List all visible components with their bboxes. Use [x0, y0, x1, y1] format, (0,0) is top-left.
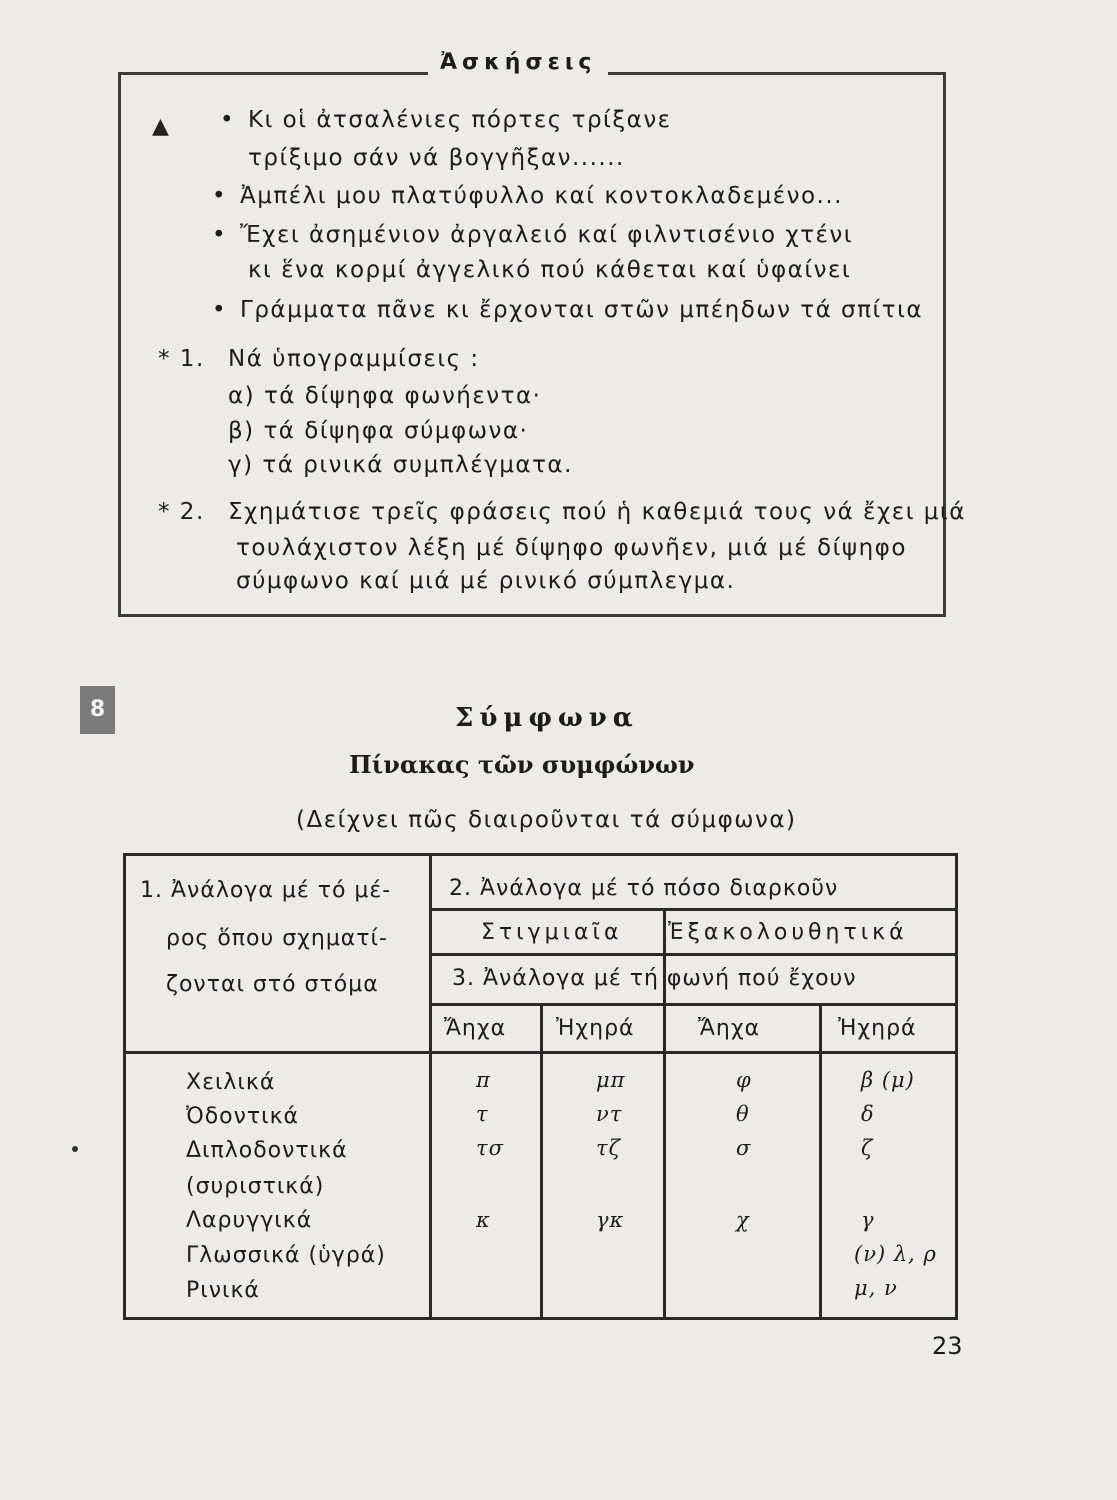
poem-line: τρίξιμο σάν νά βογγῆξαν......	[248, 145, 625, 171]
row-label: Χειλικά	[186, 1070, 276, 1095]
print-mark	[72, 1146, 78, 1152]
row-label: Λαρυγγικά	[186, 1208, 313, 1233]
task2-line: σύμφωνο καί μιά μέ ρινικό σύμπλεγμα.	[236, 568, 736, 594]
table-title: Πίνακας τῶν συμφώνων	[349, 750, 695, 779]
consonant-symbol: ζ	[861, 1136, 874, 1160]
task1-item: α) τά δίψηφα φωνήεντα·	[228, 383, 542, 409]
header-continuous: Ἐξακολουθητικά	[668, 920, 908, 945]
table-divider	[429, 953, 955, 956]
task1-label: * 1.	[158, 346, 205, 372]
row-label: Ὀδοντικά	[186, 1104, 300, 1129]
consonant-symbol: β (μ)	[861, 1068, 915, 1092]
task2-line: Σχημάτισε τρεῖς φράσεις πού ἡ καθεμιά τους νά ἔχει μιά	[228, 499, 966, 525]
task1-item: β) τά δίψηφα σύμφωνα·	[228, 418, 529, 444]
consonant-symbol: γκ	[596, 1208, 625, 1232]
section-title: Σύμφωνα	[455, 703, 639, 733]
col-voiceless: Ἄηχα	[698, 1016, 761, 1041]
col-voiceless: Ἄηχα	[444, 1016, 507, 1041]
consonant-symbol: τσ	[476, 1136, 504, 1160]
row-label: Γλωσσικά (ὑγρά)	[186, 1243, 386, 1268]
task2-line: τουλάχιστον λέξη μέ δίψηφο φωνῆεν, μιά μέ δίψηφο	[236, 535, 907, 561]
poem-line: κι ἕνα κορμί ἀγγελικό πού κάθεται καί ὑφαίνει	[248, 257, 852, 283]
row-label: (συριστικά)	[186, 1174, 325, 1199]
col-voiced: Ἠχηρά	[556, 1016, 635, 1041]
task2-label: * 2.	[158, 499, 205, 525]
header-position-line: 1. Ἀνάλογα μέ τό μέ-	[140, 878, 392, 903]
header-duration: 2. Ἀνάλογα μέ τό πόσο διαρκοῦν	[449, 876, 839, 901]
poem-line: • Ἔχει ἀσημένιον ἀργαλειό καί φιλντισένιο χτένι	[240, 222, 853, 248]
consonant-symbol: τ	[476, 1102, 489, 1126]
consonant-symbol: φ	[736, 1068, 752, 1092]
header-stop: Στιγμιαῖα	[481, 920, 623, 945]
section-number-badge: 8	[80, 686, 115, 734]
table-caption: (Δείχνει πῶς διαιροῦνται τά σύμφωνα)	[296, 807, 797, 833]
row-label: Διπλοδοντικά	[186, 1138, 348, 1163]
consonant-symbol: ντ	[596, 1102, 623, 1126]
consonant-symbol: χ	[736, 1208, 750, 1232]
consonant-symbol: δ	[861, 1102, 875, 1126]
task1-text: Νά ὑπογραμμίσεις :	[228, 346, 480, 372]
table-divider	[429, 856, 432, 1317]
consonant-symbol: (ν) λ, ρ	[854, 1242, 937, 1266]
consonant-symbol: μπ	[596, 1068, 626, 1092]
col-voiced: Ἠχηρά	[838, 1016, 917, 1041]
consonant-symbol: κ	[476, 1208, 491, 1232]
consonant-symbol: π	[476, 1068, 491, 1092]
consonants-table	[123, 853, 958, 1320]
consonant-symbol: μ, ν	[854, 1276, 898, 1300]
triangle-marker-icon: ▲	[152, 114, 169, 139]
exercises-title: Ἀσκήσεις	[428, 50, 608, 75]
table-divider	[429, 908, 955, 911]
header-position-line: ζονται στό στόμα	[166, 972, 379, 997]
table-divider	[429, 1003, 955, 1006]
consonant-symbol: θ	[736, 1102, 750, 1126]
task1-item: γ) τά ρινικά συμπλέγματα.	[228, 452, 573, 478]
poem-line: • Γράμματα πᾶνε κι ἔρχονται στῶν μπέηδων τά σπίτια	[240, 297, 923, 323]
poem-line: • Κι οἱ ἀτσαλένιες πόρτες τρίξανε	[248, 107, 672, 133]
consonant-symbol: γ	[861, 1208, 875, 1232]
table-divider	[126, 1051, 955, 1054]
header-voice: 3. Ἀνάλογα μέ τή φωνή πού ἔχουν	[452, 966, 857, 991]
consonant-symbol: τζ	[596, 1136, 621, 1160]
page-number: 23	[932, 1332, 963, 1360]
consonant-symbol: σ	[736, 1136, 752, 1160]
row-label: Ρινικά	[186, 1278, 260, 1303]
poem-line: • Ἀμπέλι μου πλατύφυλλο καί κοντοκλαδεμένο...	[240, 183, 843, 209]
header-position-line: ρος ὅπου σχηματί-	[166, 926, 388, 951]
